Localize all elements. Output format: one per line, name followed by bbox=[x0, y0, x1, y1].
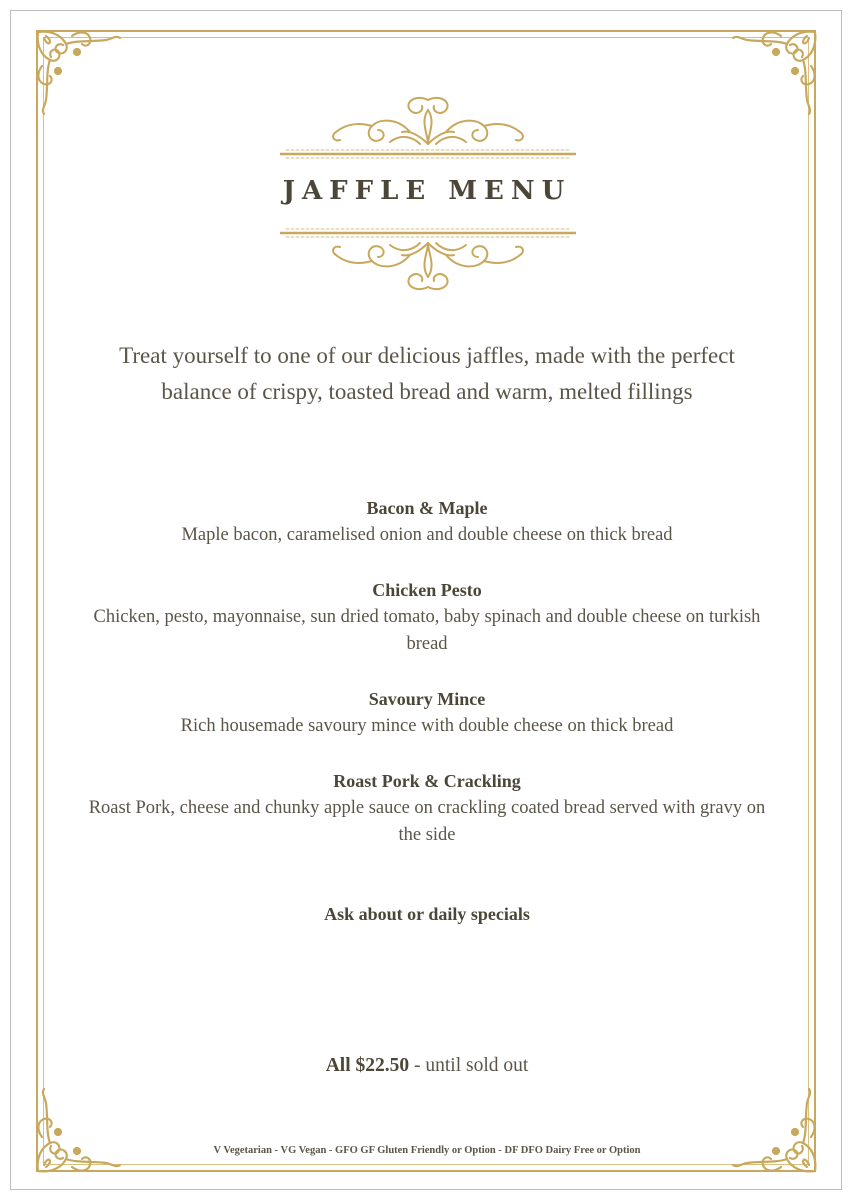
price-line bbox=[0, 1055, 854, 1077]
item-name: Bacon & Maple bbox=[366, 498, 488, 518]
specials-note: Ask about or daily specials bbox=[324, 904, 530, 924]
price-note: - until sold out bbox=[409, 1055, 529, 1076]
corner-flourish-icon bbox=[726, 1082, 821, 1177]
menu-intro: Treat yourself to one of our delicious jaffles, made with the perfect balance of crispy, toasted bread and warm, melted fillings bbox=[119, 343, 735, 404]
price-label: All $22.50 bbox=[325, 1055, 410, 1076]
title-ornament-icon bbox=[280, 225, 576, 295]
menu-item bbox=[80, 767, 774, 849]
menu-title: JAFFLE MENU bbox=[282, 176, 572, 206]
item-description: Maple bacon, caramelised onion and double cheese on thick bread bbox=[181, 525, 673, 545]
corner-flourish-icon bbox=[726, 26, 821, 121]
item-description: Chicken, pesto, mayonnaise, sun dried tomato, baby spinach and double cheese on turkish bread bbox=[93, 607, 761, 654]
item-name: Savoury Mince bbox=[368, 689, 486, 709]
item-description: Roast Pork, cheese and chunky apple sauce on crackling coated bread served with gravy on the side bbox=[88, 798, 766, 845]
title-ornament-icon bbox=[280, 92, 576, 160]
menu-item bbox=[80, 576, 774, 658]
menu-item bbox=[80, 494, 774, 549]
corner-flourish-icon bbox=[32, 1082, 127, 1177]
menu-items bbox=[80, 494, 774, 876]
menu-item bbox=[80, 685, 774, 740]
corner-flourish-icon bbox=[32, 26, 127, 121]
item-description: Rich housemade savoury mince with double cheese on thick bread bbox=[180, 716, 674, 736]
item-name: Chicken Pesto bbox=[372, 580, 482, 600]
item-name: Roast Pork & Crackling bbox=[333, 771, 521, 791]
dietary-legend: V Vegetarian - VG Vegan - GFO GF Gluten Friendly or Option - DF DFO Dairy Free or Option bbox=[213, 1145, 641, 1156]
